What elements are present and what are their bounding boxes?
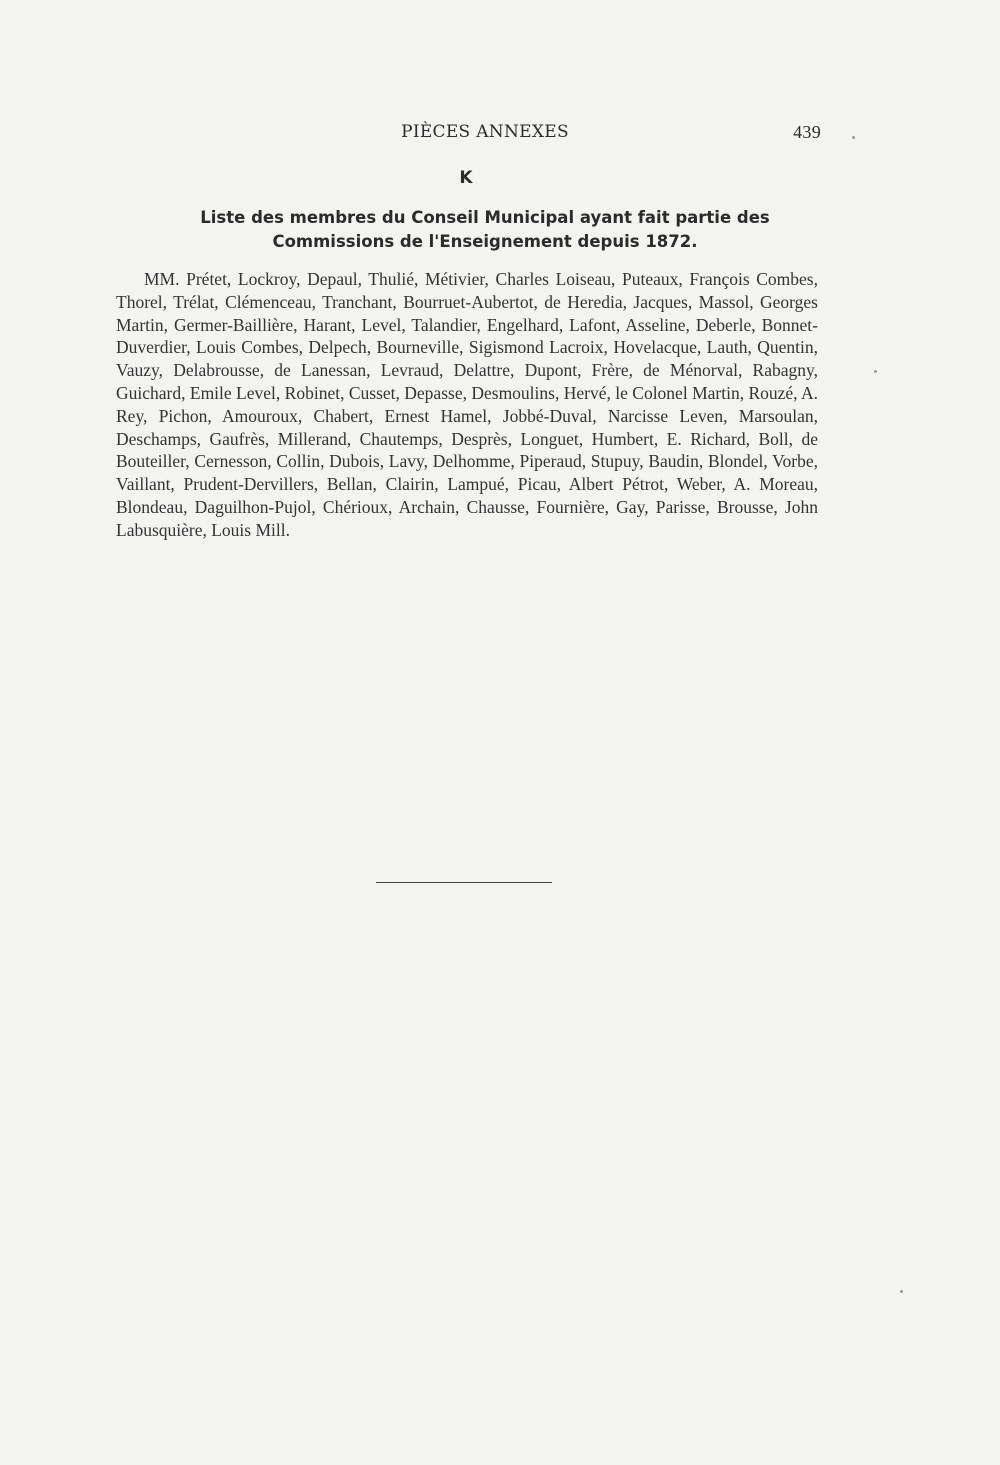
- page-number: 439: [793, 122, 821, 142]
- paper-speck: [874, 370, 877, 373]
- section-letter: K: [459, 168, 473, 188]
- running-header: [145, 122, 825, 146]
- closing-rule: [376, 882, 552, 883]
- paper-speck: [900, 1290, 903, 1293]
- section-heading: Liste des membres du Conseil Municipal ayant fait partie des Commissions de l'Enseignement depuis 1872.: [200, 208, 770, 251]
- members-paragraph: MM. Prétet, Lockroy, Depaul, Thulié, Métivier, Charles Loiseau, Puteaux, François Combes, Thorel, Trélat, Clémenceau, Tranchant, Bourruet-Aubertot, de Heredia, Jacques, Massol, Georges Martin, Germer-Baillière, Harant, Level, Talandier, Engelhard, Lafont, Asseline, Deberle, Bonnet-Duverdier, Louis Combes, Delpech, Bourneville, Sigismond Lacroix, Hovelacque, Lauth, Quentin, Vauzy, Delabrousse, de Lanessan, Levraud, Delattre, Dupont, Frère, de Ménorval, Rabagny, Guichard, Emile Level, Robinet, Cusset, Depasse, Desmoulins, Hervé, le Colonel Martin, Rouzé, A. Rey, Pichon, Amouroux, Chabert, Ernest Hamel, Jobbé-Duval, Narcisse Leven, Marsoulan, Deschamps, Gaufrès, Millerand, Chautemps, Desprès, Longuet, Humbert, E. Richard, Boll, de Bouteiller, Cernesson, Collin, Dubois, Lavy, Delhomme, Piperaud, Stupuy, Baudin, Blondel, Vorbe, Vaillant, Prudent-Dervillers, Bellan, Clairin, Lampué, Picau, Albert Pétrot, Weber, A. Moreau, Blondeau, Daguilhon-Pujol, Chérioux, Archain, Chausse, Fournière, Gay, Parisse, Brousse, John Labusquière, Louis Mill.: [116, 269, 818, 540]
- running-title: PIÈCES ANNEXES: [401, 122, 569, 142]
- paper-speck: [852, 136, 855, 139]
